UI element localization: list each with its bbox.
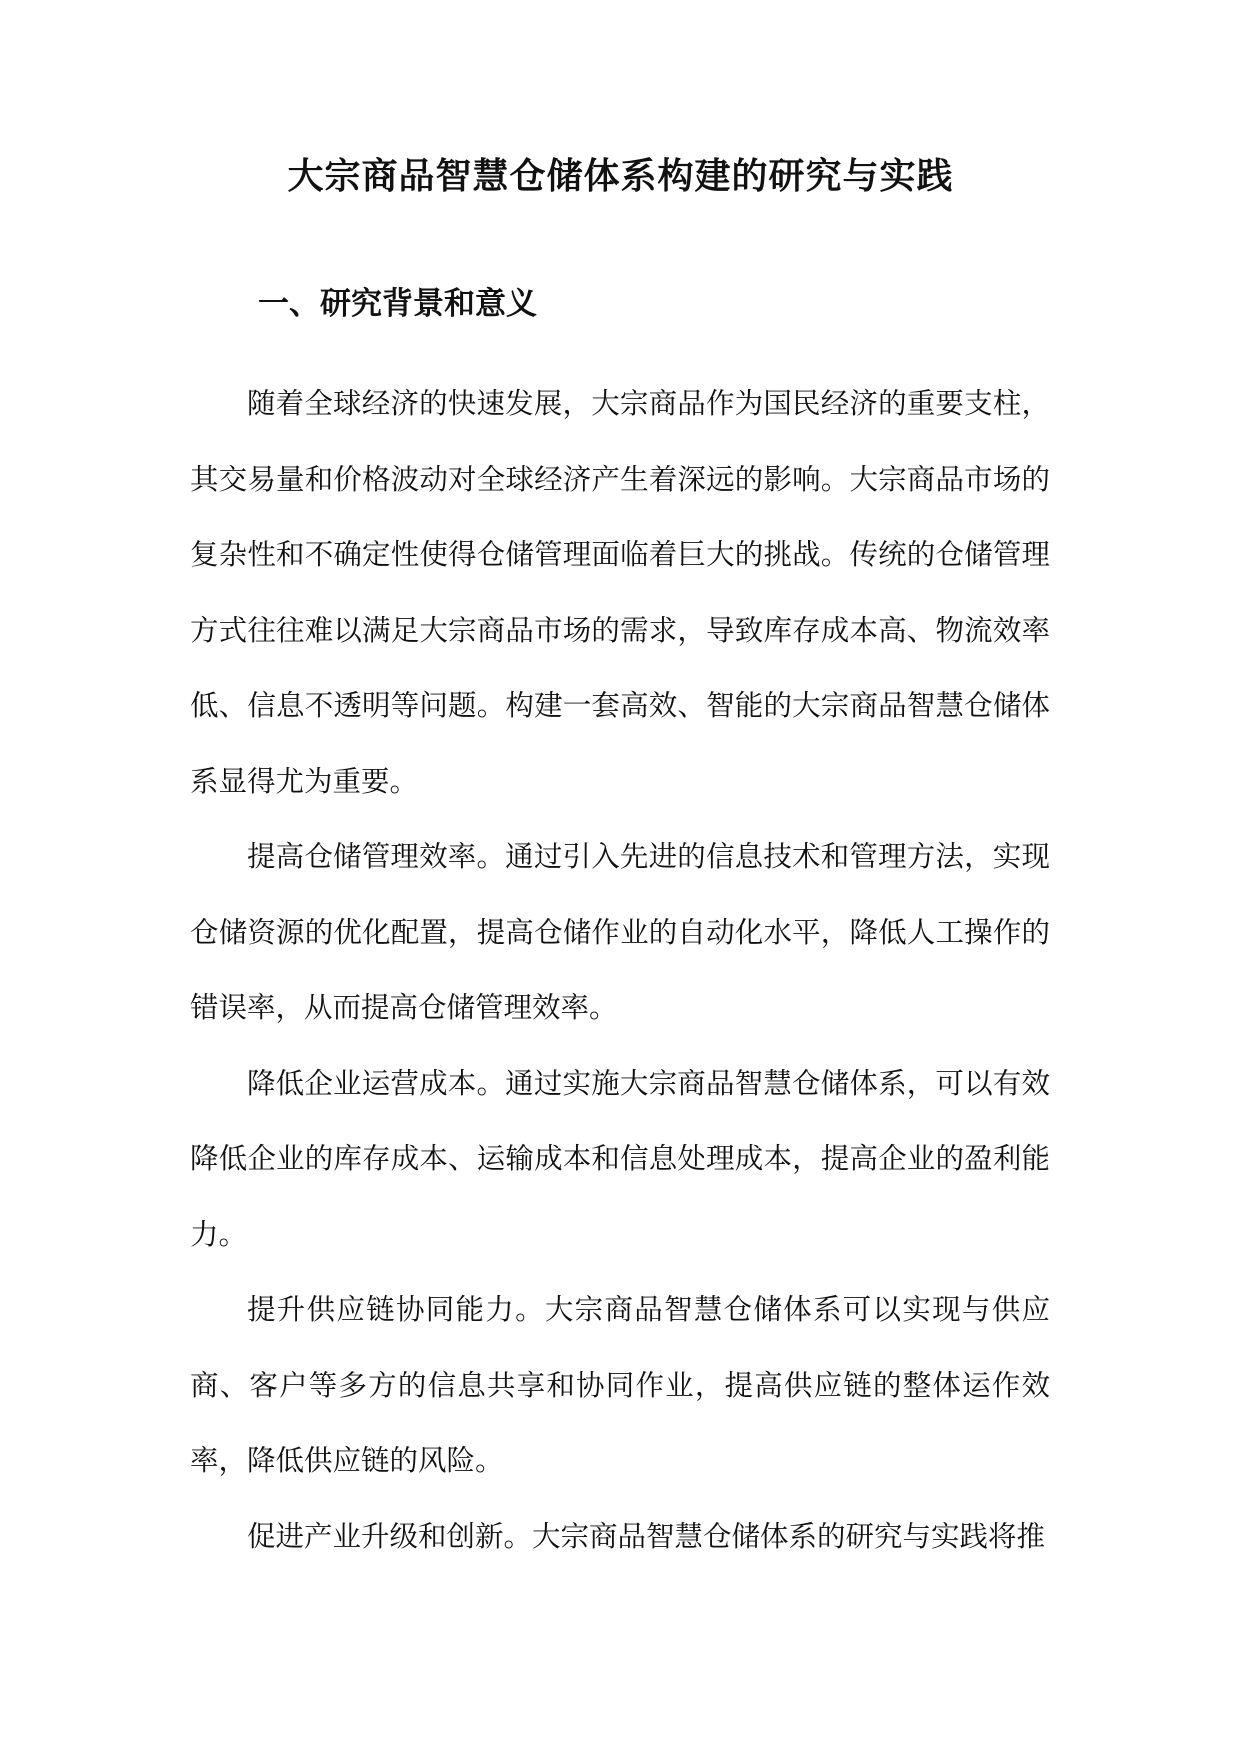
- section-heading: 一、研究背景和意义: [258, 286, 537, 322]
- paragraph-innovation: 促进产业升级和创新。大宗商品智慧仓储体系的研究与实践将推: [247, 1519, 1046, 1553]
- paragraph-background: 随着全球经济的快速发展，大宗商品作为国民经济的重要支柱，其交易量和价格波动对全球经济产生着深远的影响。大宗商品市场的复杂性和不确定性使得仓储管理面临着巨大的挑战。传统的仓储管理方式往往难以满足大宗商品市场的需求，导致库存成本高、物流效率低、信息不透明等问题。构建一套高效、智能的大宗商品智慧仓储体系显得尤为重要。: [190, 387, 1050, 798]
- paragraph-efficiency: 提高仓储管理效率。通过引入先进的信息技术和管理方法，实现仓储资源的优化配置，提高仓储作业的自动化水平，降低人工操作的错误率，从而提高仓储管理效率。: [190, 840, 1050, 1024]
- paragraph-cost: 降低企业运营成本。通过实施大宗商品智慧仓储体系，可以有效降低企业的库存成本、运输成本和信息处理成本，提高企业的盈利能力。: [190, 1066, 1050, 1251]
- paragraph-supply-chain: 提升供应链协同能力。大宗商品智慧仓储体系可以实现与供应商、客户等多方的信息共享和协同作业，提高供应链的整体运作效率，降低供应链的风险。: [190, 1293, 1050, 1477]
- document-title: 大宗商品智慧仓储体系构建的研究与实践: [287, 155, 954, 197]
- document-body: [190, 366, 1050, 1574]
